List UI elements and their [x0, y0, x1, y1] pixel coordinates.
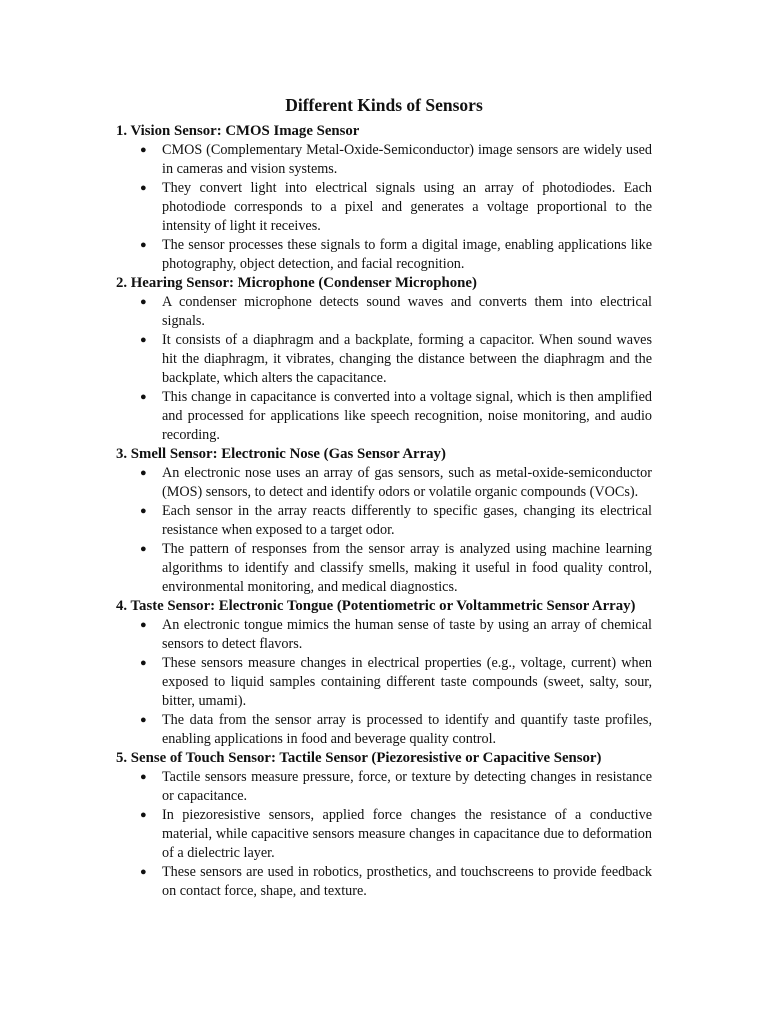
section-heading: 1. Vision Sensor: CMOS Image Sensor [116, 123, 360, 139]
bullet-text: In piezoresistive sensors, applied force changes the resistance of a conductive material, while capacitive sensors measure changes in capacitance due to deformation of a dielectric layer. [162, 807, 652, 861]
list-item [140, 616, 652, 654]
bullet-icon: ● [140, 334, 147, 346]
bullet-icon: ● [140, 144, 147, 156]
bullet-list [0, 768, 768, 901]
list-item [140, 141, 652, 179]
bullet-list [0, 464, 768, 597]
bullet-icon: ● [140, 809, 147, 821]
bullet-icon: ● [140, 657, 147, 669]
bullet-icon: ● [140, 866, 147, 878]
bullet-icon: ● [140, 391, 147, 403]
list-item [140, 806, 652, 863]
list-item [140, 540, 652, 597]
document-title: Different Kinds of Sensors [285, 95, 483, 115]
list-item [140, 293, 652, 331]
list-item [140, 236, 652, 274]
list-item [140, 179, 652, 236]
bullet-icon: ● [140, 619, 147, 631]
section-heading: 3. Smell Sensor: Electronic Nose (Gas Sensor Array) [116, 446, 446, 462]
bullet-icon: ● [140, 771, 147, 783]
bullet-text: These sensors measure changes in electrical properties (e.g., voltage, current) when exposed to liquid samples containing different taste compounds (sweet, salty, sour, bitter, umami). [162, 655, 652, 709]
bullet-icon: ● [140, 239, 147, 251]
list-item [140, 863, 652, 901]
bullet-icon: ● [140, 543, 147, 555]
bullet-icon: ● [140, 467, 147, 479]
bullet-text: CMOS (Complementary Metal-Oxide-Semiconductor) image sensors are widely used in cameras and vision systems. [162, 142, 652, 177]
bullet-text: These sensors are used in robotics, prosthetics, and touchscreens to provide feedback on contact force, shape, and texture. [162, 864, 652, 899]
bullet-icon: ● [140, 714, 147, 726]
list-item [140, 502, 652, 540]
list-item [140, 331, 652, 388]
bullet-text: An electronic tongue mimics the human sense of taste by using an array of chemical sensors to detect flavors. [162, 617, 652, 652]
section-heading: 5. Sense of Touch Sensor: Tactile Sensor (Piezoresistive or Capacitive Sensor) [116, 750, 602, 766]
section-smell-sensor [0, 445, 768, 597]
list-item [140, 464, 652, 502]
section-taste-sensor [0, 597, 768, 749]
bullet-list [0, 293, 768, 445]
list-item [140, 711, 652, 749]
bullet-text: The data from the sensor array is processed to identify and quantify taste profiles, enabling applications in food and beverage quality control. [162, 712, 652, 747]
bullet-text: The sensor processes these signals to form a digital image, enabling applications like photography, object detection, and facial recognition. [162, 237, 652, 272]
section-touch-sensor [0, 749, 768, 901]
bullet-text: Tactile sensors measure pressure, force, or texture by detecting changes in resistance or capacitance. [162, 769, 652, 804]
section-heading: 4. Taste Sensor: Electronic Tongue (Potentiometric or Voltammetric Sensor Array) [116, 598, 636, 614]
bullet-text: Each sensor in the array reacts differently to specific gases, changing its electrical resistance when exposed to a target odor. [162, 503, 652, 538]
bullet-text: A condenser microphone detects sound waves and converts them into electrical signals. [162, 294, 652, 329]
bullet-list [0, 141, 768, 274]
list-item [140, 654, 652, 711]
bullet-text: This change in capacitance is converted into a voltage signal, which is then amplified and processed for applications like speech recognition, noise monitoring, and audio recording. [162, 389, 652, 443]
bullet-text: They convert light into electrical signals using an array of photodiodes. Each photodiode corresponds to a pixel and generates a voltage proportional to the intensity of light it receives. [162, 180, 652, 234]
bullet-icon: ● [140, 182, 147, 194]
list-item [140, 768, 652, 806]
bullet-icon: ● [140, 505, 147, 517]
list-item [140, 388, 652, 445]
section-heading: 2. Hearing Sensor: Microphone (Condenser Microphone) [116, 275, 477, 291]
bullet-text: An electronic nose uses an array of gas sensors, such as metal-oxide-semiconductor (MOS) sensors, to detect and identify odors or volatile organic compounds (VOCs). [162, 465, 652, 500]
section-vision-sensor [0, 122, 768, 274]
bullet-list [0, 616, 768, 749]
bullet-icon: ● [140, 296, 147, 308]
bullet-text: It consists of a diaphragm and a backplate, forming a capacitor. When sound waves hit the diaphragm, it vibrates, changing the distance between the diaphragm and the backplate, which alters the capacitance. [162, 332, 652, 386]
bullet-text: The pattern of responses from the sensor array is analyzed using machine learning algorithms to identify and classify smells, making it useful in food quality control, environmental monitoring, and medical diagnostics. [162, 541, 652, 595]
section-hearing-sensor [0, 274, 768, 445]
